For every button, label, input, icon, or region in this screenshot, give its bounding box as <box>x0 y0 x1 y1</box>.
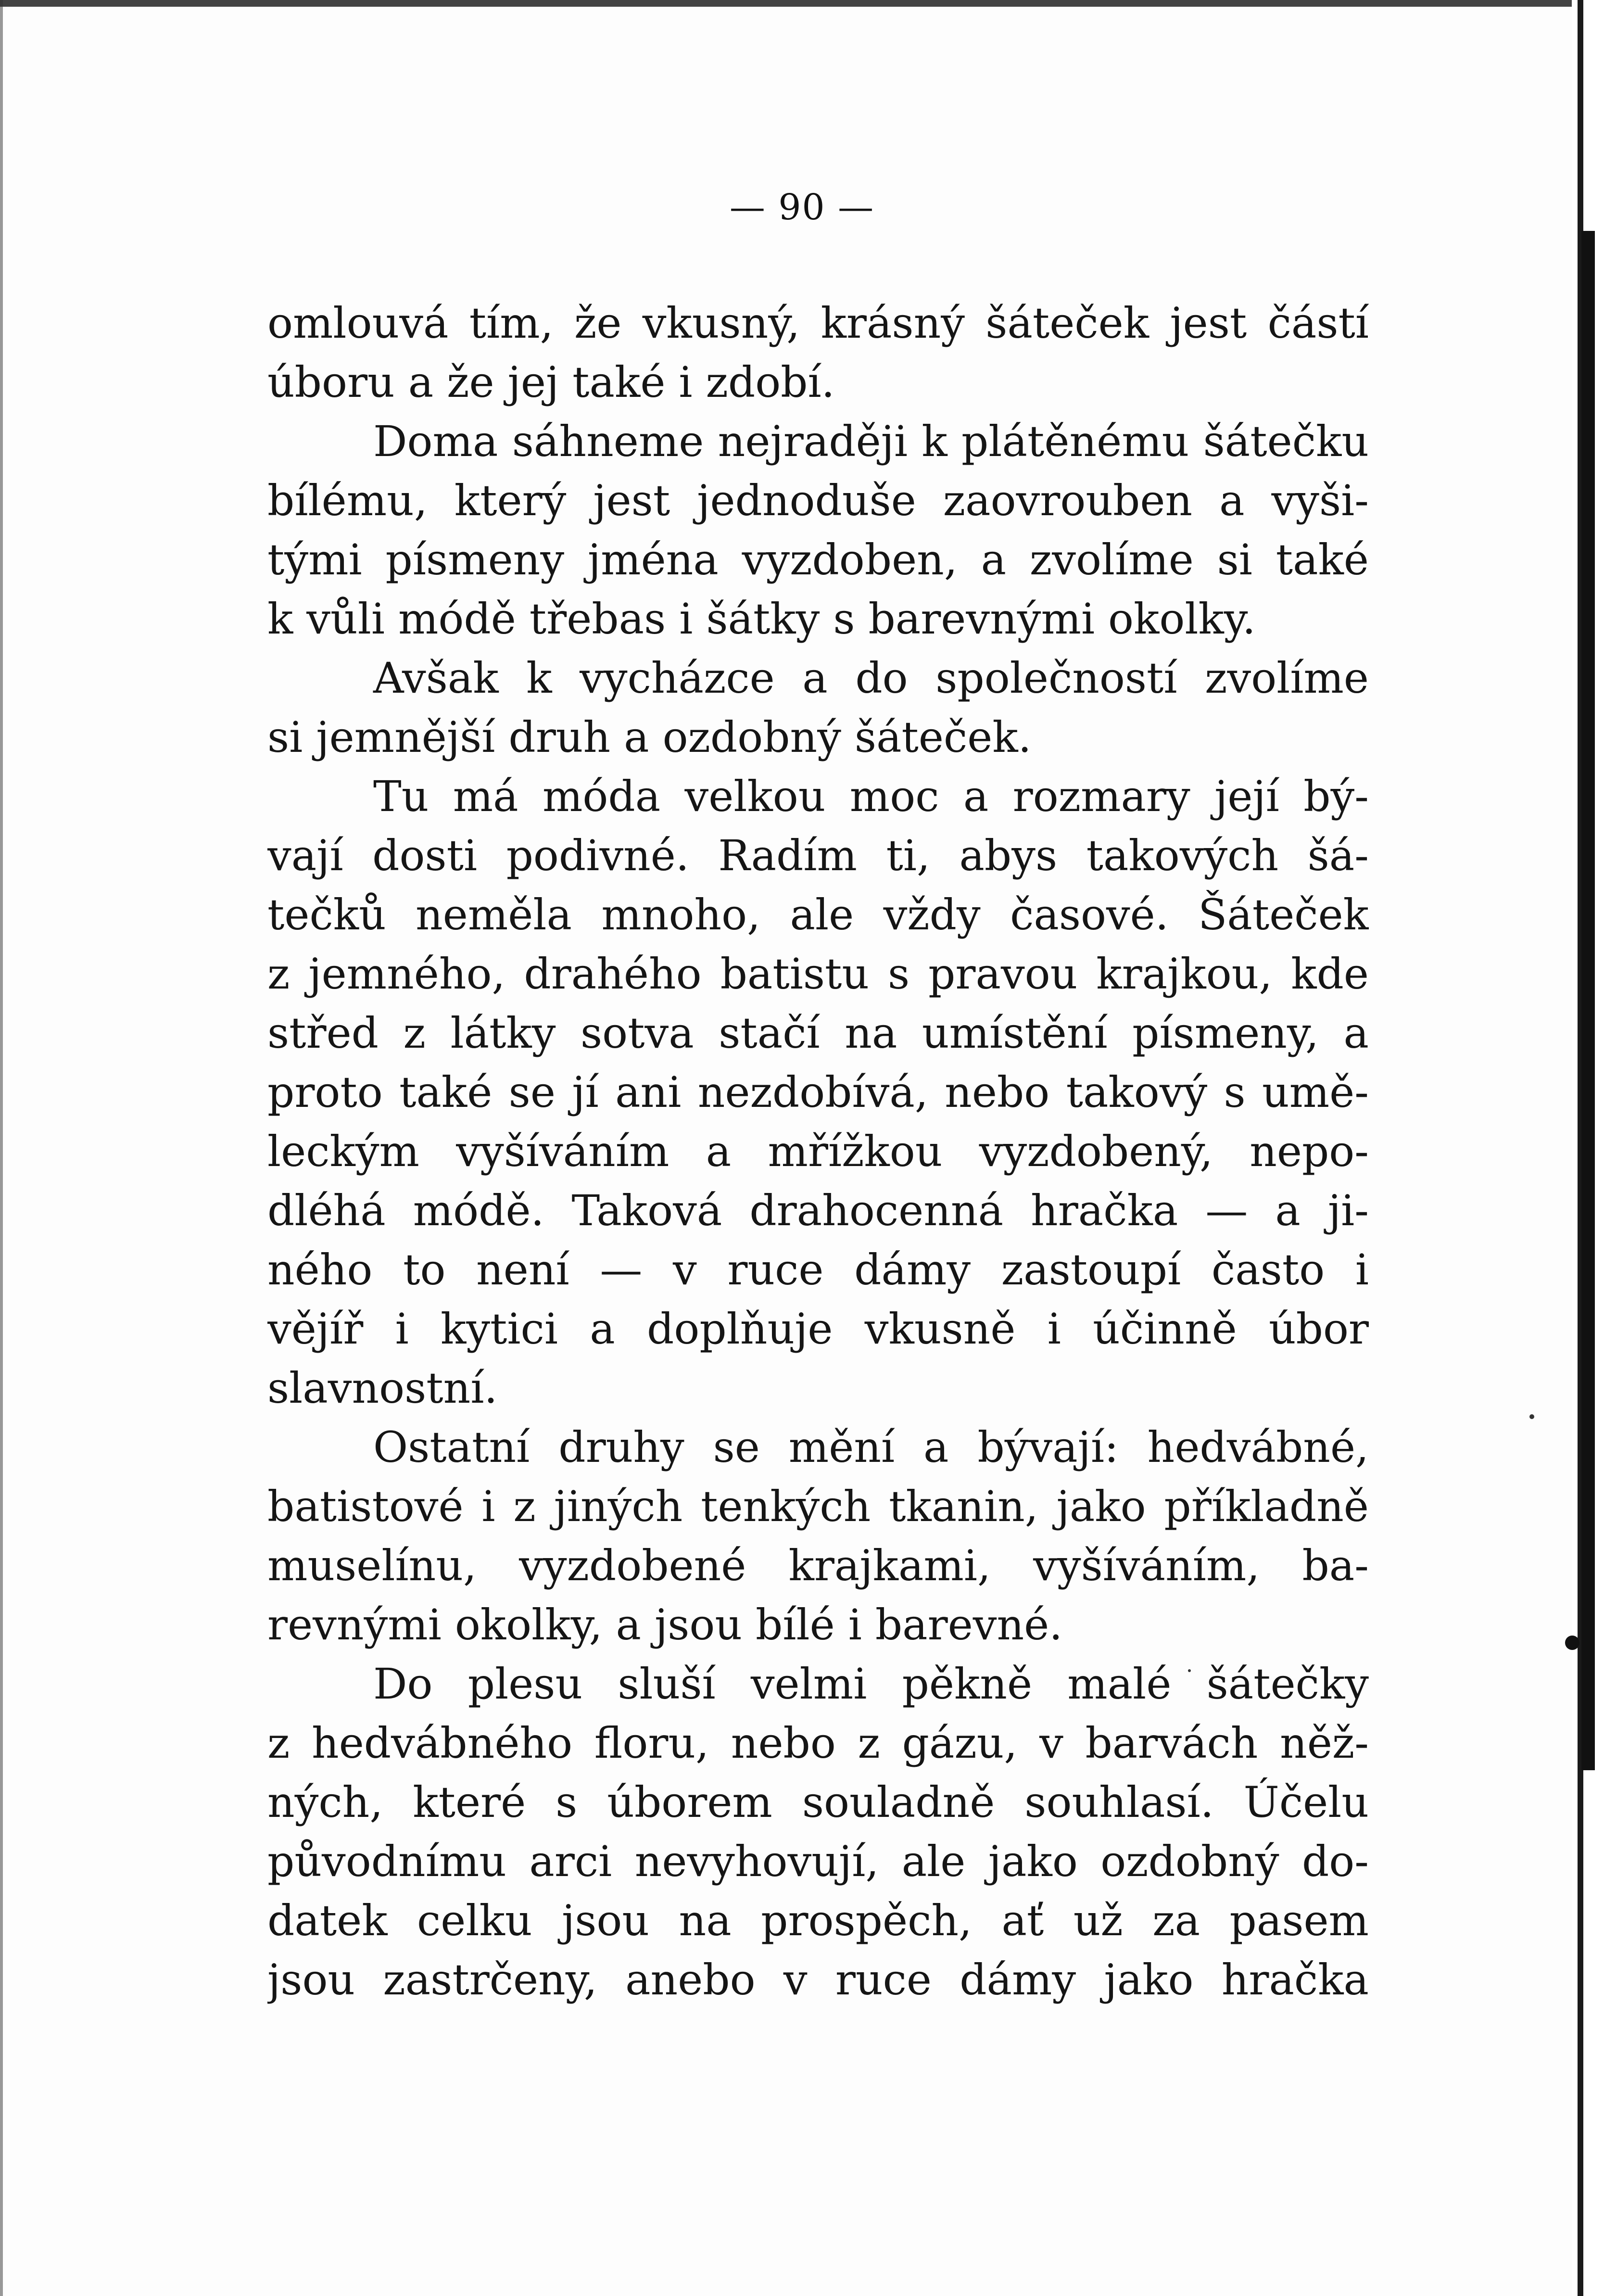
text-line: Doma sáhneme nejraději k plátěnému šátečku <box>373 417 1369 466</box>
scan-top-edge <box>0 0 1604 7</box>
text-line: k vůli módě třebas i šátky s barevnými okolky. <box>267 594 1256 644</box>
text-line: z hedvábného floru, nebo z gázu, v barvách něž- <box>267 1718 1369 1768</box>
text-line: Tu má móda velkou moc a rozmary její bý- <box>373 772 1369 821</box>
text-line: leckým vyšíváním a mřížkou vyzdobený, nepo- <box>267 1127 1369 1176</box>
text-line: Do plesu sluší velmi pěkně malé šátečky <box>373 1659 1369 1709</box>
text-line: ného to není — v ruce dámy zastoupí často i <box>267 1245 1369 1294</box>
text-line: úboru a že jej také i zdobí. <box>267 357 835 407</box>
text-line: vají dosti podivné. Radím ti, abys takových šá- <box>267 831 1369 880</box>
page-number: — 90 — <box>729 187 875 228</box>
text-line: batistové i z jiných tenkých tkanin, jako příkladně <box>267 1482 1369 1531</box>
text-line: Ostatní druhy se mění a bývají: hedvábné, <box>373 1422 1369 1472</box>
text-line: vějíř i kytici a doplňuje vkusně i účinně úbor <box>267 1304 1369 1354</box>
text-line: proto také se jí ani nezdobívá, nebo takový s umě- <box>267 1067 1369 1117</box>
body-text <box>267 293 1369 2009</box>
text-line: z jemného, drahého batistu s pravou krajkou, kde <box>267 949 1369 999</box>
text-line: datek celku jsou na prospěch, ať už za pasem <box>267 1896 1369 1945</box>
scan-right-binding <box>1581 231 1595 1770</box>
text-line: si jemnější druh a ozdobný šáteček. <box>267 712 1032 762</box>
text-line: původnímu arci nevyhovují, ale jako ozdobný do- <box>267 1837 1369 1886</box>
text-line: tečků neměla mnoho, ale vždy časové. Šáteček <box>267 890 1369 939</box>
scan-binding-mark <box>1565 1636 1579 1650</box>
text-line: tými písmeny jména vyzdoben, a zvolíme si také <box>267 535 1369 584</box>
text-line: Avšak k vycházce a do společností zvolíme <box>373 653 1369 703</box>
text-line: ných, které s úborem souladně souhlasí. Účelu <box>267 1777 1369 1827</box>
text-line: muselínu, vyzdobené krajkami, vyšíváním, ba- <box>267 1541 1369 1590</box>
text-line: omlouvá tím, že vkusný, krásný šáteček jest částí <box>267 298 1369 348</box>
scan-left-edge <box>0 0 3 2296</box>
scan-speck <box>1529 1414 1534 1419</box>
text-line: dléhá módě. Taková drahocenná hračka — a ji- <box>267 1186 1369 1235</box>
text-line: revnými okolky, a jsou bílé i barevné. <box>267 1600 1063 1649</box>
text-line: bílému, který jest jednoduše zaovrouben a vyši- <box>267 476 1369 525</box>
text-line: jsou zastrčeny, anebo v ruce dámy jako hračka <box>267 1955 1369 2004</box>
text-line: střed z látky sotva stačí na umístění písmeny, a <box>267 1008 1369 1058</box>
text-line: slavnostní. <box>267 1363 498 1413</box>
